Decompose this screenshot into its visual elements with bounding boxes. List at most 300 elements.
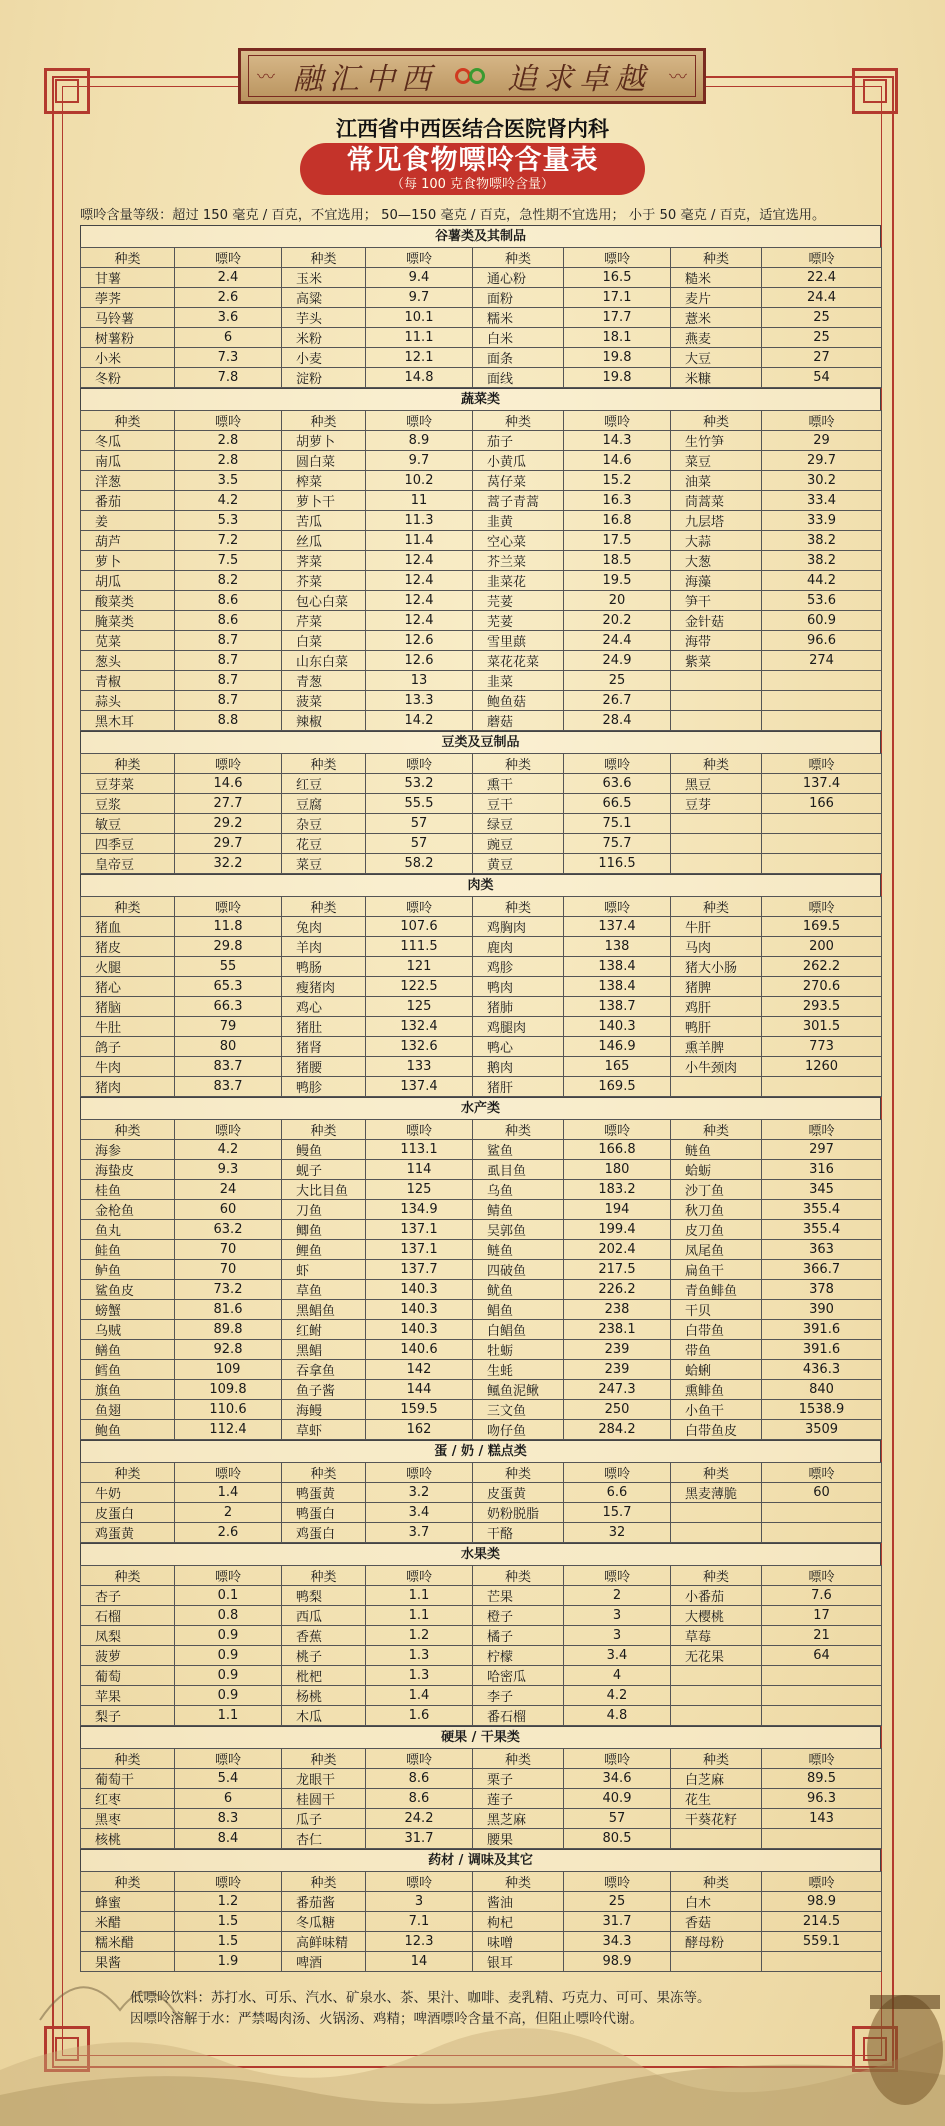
purine-value-cell: 8.7 xyxy=(175,631,282,651)
purine-value-cell: 3.7 xyxy=(366,1523,473,1543)
purine-value-cell xyxy=(762,834,882,854)
header-food-type: 种类 xyxy=(671,1463,762,1483)
purine-value-cell: 60.9 xyxy=(762,611,882,631)
food-name-cell: 生竹笋 xyxy=(671,431,762,451)
table-row xyxy=(81,1057,882,1077)
food-name-cell: 猪肉 xyxy=(81,1077,175,1097)
table-row xyxy=(81,431,882,451)
purine-value-cell: 63.6 xyxy=(564,774,671,794)
header-purine: 嘌呤 xyxy=(366,411,473,431)
food-name-cell: 西瓜 xyxy=(282,1606,366,1626)
section-title: 药材 / 调味及其它 xyxy=(80,1849,881,1871)
purine-value-cell: 4.2 xyxy=(564,1686,671,1706)
food-name-cell: 白带鱼皮 xyxy=(671,1420,762,1440)
purine-value-cell: 12.6 xyxy=(366,631,473,651)
purine-value-cell: 7.2 xyxy=(175,531,282,551)
food-name-cell: 海鳗 xyxy=(282,1400,366,1420)
purine-value-cell: 238 xyxy=(564,1300,671,1320)
food-name-cell: 豆腐 xyxy=(282,794,366,814)
header-purine: 嘌呤 xyxy=(175,1749,282,1769)
header-purine: 嘌呤 xyxy=(175,897,282,917)
food-name-cell: 苦瓜 xyxy=(282,511,366,531)
purine-value-cell: 25 xyxy=(762,328,882,348)
food-name-cell: 冬粉 xyxy=(81,368,175,388)
food-name-cell: 洋葱 xyxy=(81,471,175,491)
purine-value-cell: 25 xyxy=(564,671,671,691)
header-purine: 嘌呤 xyxy=(366,1872,473,1892)
table-row xyxy=(81,1220,882,1240)
purine-value-cell: 390 xyxy=(762,1300,882,1320)
purine-value-cell: 57 xyxy=(366,814,473,834)
food-name-cell: 四季豆 xyxy=(81,834,175,854)
purine-value-cell: 316 xyxy=(762,1160,882,1180)
purine-value-cell: 3.5 xyxy=(175,471,282,491)
purine-value-cell: 79 xyxy=(175,1017,282,1037)
food-name-cell: 淀粉 xyxy=(282,368,366,388)
header-purine: 嘌呤 xyxy=(564,1120,671,1140)
table-row xyxy=(81,328,882,348)
purine-value-cell: 8.6 xyxy=(366,1769,473,1789)
food-name-cell: 蘑菇 xyxy=(473,711,564,731)
purine-value-cell: 25 xyxy=(762,308,882,328)
purine-value-cell: 6 xyxy=(175,1789,282,1809)
food-name-cell: 瓜子 xyxy=(282,1809,366,1829)
food-name-cell: 鸭心 xyxy=(473,1037,564,1057)
food-name-cell: 鳕鱼 xyxy=(81,1360,175,1380)
food-name-cell xyxy=(671,1686,762,1706)
purine-value-cell: 30.2 xyxy=(762,471,882,491)
purine-value-cell: 8.3 xyxy=(175,1809,282,1829)
header-food-type: 种类 xyxy=(81,1566,175,1586)
header-purine: 嘌呤 xyxy=(175,1872,282,1892)
purine-value-cell: 1538.9 xyxy=(762,1400,882,1420)
purine-value-cell: 0.9 xyxy=(175,1626,282,1646)
food-name-cell: 橘子 xyxy=(473,1626,564,1646)
food-name-cell: 鳝鱼 xyxy=(81,1340,175,1360)
food-name-cell: 吞拿鱼 xyxy=(282,1360,366,1380)
purine-value-cell: 2 xyxy=(564,1586,671,1606)
table-header-row xyxy=(81,411,882,431)
food-name-cell: 鸭蛋黄 xyxy=(282,1483,366,1503)
food-name-cell: 菠菜 xyxy=(282,691,366,711)
food-name-cell: 花豆 xyxy=(282,834,366,854)
purine-value-cell: 3.4 xyxy=(564,1646,671,1666)
swirl-ornament-icon: 〰 xyxy=(669,67,687,88)
food-name-cell: 大樱桃 xyxy=(671,1606,762,1626)
table-row xyxy=(81,977,882,997)
purine-value-cell: 8.7 xyxy=(175,691,282,711)
header-food-type: 种类 xyxy=(282,1749,366,1769)
purine-value-cell: 65.3 xyxy=(175,977,282,997)
food-name-cell: 牛肝 xyxy=(671,917,762,937)
food-name-cell: 胡萝卜 xyxy=(282,431,366,451)
food-name-cell: 凤梨 xyxy=(81,1626,175,1646)
food-name-cell: 花生 xyxy=(671,1789,762,1809)
purine-value-cell: 32.2 xyxy=(175,854,282,874)
purine-value-cell: 200 xyxy=(762,937,882,957)
table-row xyxy=(81,651,882,671)
purine-value-cell: 29.7 xyxy=(175,834,282,854)
section-table xyxy=(80,753,882,874)
purine-value-cell: 138.7 xyxy=(564,997,671,1017)
food-name-cell: 芥菜 xyxy=(282,571,366,591)
page-subtitle: （每 100 克食物嘌呤含量） xyxy=(390,177,555,192)
food-name-cell: 糯米 xyxy=(473,308,564,328)
table-row xyxy=(81,611,882,631)
food-name-cell: 高粱 xyxy=(282,288,366,308)
purine-value-cell: 7.6 xyxy=(762,1586,882,1606)
purine-value-cell: 122.5 xyxy=(366,977,473,997)
department-name: 江西省中西医结合医院肾内科 xyxy=(336,117,609,141)
food-name-cell: 桂圆干 xyxy=(282,1789,366,1809)
purine-value-cell: 121 xyxy=(366,957,473,977)
food-name-cell: 芫荽 xyxy=(473,591,564,611)
food-name-cell: 九层塔 xyxy=(671,511,762,531)
purine-value-cell xyxy=(762,711,882,731)
food-name-cell: 金枪鱼 xyxy=(81,1200,175,1220)
food-name-cell: 鱼丸 xyxy=(81,1220,175,1240)
food-name-cell: 葡萄干 xyxy=(81,1769,175,1789)
purine-value-cell: 3 xyxy=(564,1626,671,1646)
food-name-cell: 鲫鱼 xyxy=(282,1220,366,1240)
food-name-cell: 干葵花籽 xyxy=(671,1809,762,1829)
purine-value-cell: 239 xyxy=(564,1360,671,1380)
food-name-cell: 腰果 xyxy=(473,1829,564,1849)
purine-value-cell: 53.6 xyxy=(762,591,882,611)
purine-value-cell: 162 xyxy=(366,1420,473,1440)
food-name-cell: 香菇 xyxy=(671,1912,762,1932)
food-name-cell: 大蒜 xyxy=(671,531,762,551)
food-name-cell: 梨子 xyxy=(81,1706,175,1726)
purine-value-cell: 11.3 xyxy=(366,511,473,531)
food-name-cell: 虾 xyxy=(282,1260,366,1280)
purine-value-cell: 202.4 xyxy=(564,1240,671,1260)
table-row xyxy=(81,1483,882,1503)
food-name-cell: 白木 xyxy=(671,1892,762,1912)
header-food-type: 种类 xyxy=(473,754,564,774)
purine-value-cell: 25 xyxy=(564,1892,671,1912)
header-food-type: 种类 xyxy=(473,897,564,917)
purine-value-cell: 15.2 xyxy=(564,471,671,491)
table-row xyxy=(81,1017,882,1037)
purine-value-cell: 92.8 xyxy=(175,1340,282,1360)
food-name-cell: 通心粉 xyxy=(473,268,564,288)
food-name-cell: 木瓜 xyxy=(282,1706,366,1726)
purine-level-legend: 嘌呤含量等级：超过 150 毫克 / 百克，不宜选用； 50—150 毫克 / 百克，急性期不宜选用； 小于 50 毫克 / 百克，适宜选用。 xyxy=(80,208,826,223)
food-name-cell: 酵母粉 xyxy=(671,1932,762,1952)
section-table xyxy=(80,1748,882,1849)
purine-value-cell: 8.4 xyxy=(175,1829,282,1849)
purine-value-cell: 7.3 xyxy=(175,348,282,368)
food-name-cell: 猪腰 xyxy=(282,1057,366,1077)
table-row xyxy=(81,451,882,471)
food-name-cell: 冬瓜糖 xyxy=(282,1912,366,1932)
purine-value-cell: 29.8 xyxy=(175,937,282,957)
food-name-cell: 大豆 xyxy=(671,348,762,368)
food-name-cell: 刀鱼 xyxy=(282,1200,366,1220)
food-name-cell: 干贝 xyxy=(671,1300,762,1320)
purine-value-cell: 247.3 xyxy=(564,1380,671,1400)
header-purine: 嘌呤 xyxy=(366,1566,473,1586)
food-name-cell: 鲈鱼 xyxy=(81,1260,175,1280)
header-purine: 嘌呤 xyxy=(762,1463,882,1483)
note-soup-warning: 因嘌呤溶解于水：严禁喝肉汤、火锅汤、鸡精；啤酒嘌呤含量不高，但阻止嘌呤代谢。 xyxy=(130,2011,643,2027)
purine-value-cell: 17 xyxy=(762,1606,882,1626)
purine-value-cell: 4.8 xyxy=(564,1706,671,1726)
food-name-cell: 面线 xyxy=(473,368,564,388)
purine-value-cell: 98.9 xyxy=(564,1952,671,1972)
food-name-cell: 豌豆 xyxy=(473,834,564,854)
purine-value-cell: 3.6 xyxy=(175,308,282,328)
header-purine: 嘌呤 xyxy=(366,1120,473,1140)
food-name-cell xyxy=(671,691,762,711)
food-name-cell: 马铃薯 xyxy=(81,308,175,328)
section-title: 硬果 / 干果类 xyxy=(80,1726,881,1748)
food-name-cell: 鳗鱼 xyxy=(282,1140,366,1160)
purine-value-cell: 7.5 xyxy=(175,551,282,571)
purine-value-cell: 16.3 xyxy=(564,491,671,511)
purine-value-cell: 165 xyxy=(564,1057,671,1077)
table-row xyxy=(81,671,882,691)
table-row xyxy=(81,268,882,288)
food-name-cell: 香蕉 xyxy=(282,1626,366,1646)
food-name-cell: 葱头 xyxy=(81,651,175,671)
purine-value-cell: 0.8 xyxy=(175,1606,282,1626)
table-row xyxy=(81,1280,882,1300)
purine-value-cell: 4.2 xyxy=(175,491,282,511)
purine-value-cell: 24.4 xyxy=(762,288,882,308)
table-row xyxy=(81,937,882,957)
table-header-row xyxy=(81,1120,882,1140)
header-purine: 嘌呤 xyxy=(564,1872,671,1892)
purine-value-cell: 27 xyxy=(762,348,882,368)
header-food-type: 种类 xyxy=(671,897,762,917)
food-name-cell: 鸡蛋黄 xyxy=(81,1523,175,1543)
purine-value-cell: 16.8 xyxy=(564,511,671,531)
purine-value-cell: 19.8 xyxy=(564,348,671,368)
food-name-cell: 橙子 xyxy=(473,1606,564,1626)
food-name-cell: 白带鱼 xyxy=(671,1320,762,1340)
purine-value-cell: 134.9 xyxy=(366,1200,473,1220)
purine-value-cell: 75.7 xyxy=(564,834,671,854)
purine-value-cell: 378 xyxy=(762,1280,882,1300)
header-food-type: 种类 xyxy=(81,1749,175,1769)
food-name-cell: 银耳 xyxy=(473,1952,564,1972)
purine-value-cell: 64 xyxy=(762,1646,882,1666)
food-name-cell: 皮刀鱼 xyxy=(671,1220,762,1240)
food-name-cell: 小黄瓜 xyxy=(473,451,564,471)
food-name-cell: 麦片 xyxy=(671,288,762,308)
food-name-cell: 枸杞 xyxy=(473,1912,564,1932)
purine-value-cell: 12.4 xyxy=(366,591,473,611)
food-name-cell: 黑枣 xyxy=(81,1809,175,1829)
food-name-cell: 酱油 xyxy=(473,1892,564,1912)
purine-value-cell: 14.3 xyxy=(564,431,671,451)
purine-value-cell: 34.3 xyxy=(564,1932,671,1952)
purine-value-cell: 1.4 xyxy=(366,1686,473,1706)
food-name-cell xyxy=(671,814,762,834)
purine-value-cell: 98.9 xyxy=(762,1892,882,1912)
swirl-ornament-icon: 〰 xyxy=(257,67,275,88)
purine-value-cell: 17.1 xyxy=(564,288,671,308)
food-name-cell: 牛奶 xyxy=(81,1483,175,1503)
food-name-cell: 牡蛎 xyxy=(473,1340,564,1360)
food-name-cell: 桂鱼 xyxy=(81,1180,175,1200)
purine-value-cell: 2.8 xyxy=(175,431,282,451)
section-table xyxy=(80,247,882,388)
purine-table xyxy=(80,225,881,1972)
purine-value-cell: 1.5 xyxy=(175,1912,282,1932)
purine-value-cell xyxy=(762,691,882,711)
section-table xyxy=(80,896,882,1097)
purine-value-cell: 137.4 xyxy=(564,917,671,937)
table-row xyxy=(81,1626,882,1646)
food-name-cell: 鸽子 xyxy=(81,1037,175,1057)
header-purine: 嘌呤 xyxy=(564,1463,671,1483)
section-title: 水产类 xyxy=(80,1097,881,1119)
header-purine: 嘌呤 xyxy=(366,1749,473,1769)
purine-value-cell: 8.6 xyxy=(366,1789,473,1809)
food-name-cell xyxy=(671,1829,762,1849)
food-name-cell: 敏豆 xyxy=(81,814,175,834)
section-table xyxy=(80,410,882,731)
table-row xyxy=(81,1420,882,1440)
purine-value-cell: 110.6 xyxy=(175,1400,282,1420)
table-row xyxy=(81,1769,882,1789)
purine-value-cell: 8.7 xyxy=(175,671,282,691)
table-row xyxy=(81,1606,882,1626)
purine-value-cell: 66.5 xyxy=(564,794,671,814)
purine-value-cell: 12.6 xyxy=(366,651,473,671)
table-row xyxy=(81,1200,882,1220)
food-name-cell: 榨菜 xyxy=(282,471,366,491)
header-purine: 嘌呤 xyxy=(175,754,282,774)
section-title: 蛋 / 奶 / 糕点类 xyxy=(80,1440,881,1462)
purine-value-cell: 11.4 xyxy=(366,531,473,551)
purine-value-cell: 217.5 xyxy=(564,1260,671,1280)
purine-value-cell: 20 xyxy=(564,591,671,611)
purine-value-cell xyxy=(762,1523,882,1543)
purine-value-cell: 13.3 xyxy=(366,691,473,711)
purine-value-cell: 28.4 xyxy=(564,711,671,731)
food-name-cell: 豆芽 xyxy=(671,794,762,814)
table-row xyxy=(81,1503,882,1523)
purine-value-cell: 60 xyxy=(762,1483,882,1503)
table-header-row xyxy=(81,248,882,268)
food-name-cell: 菠萝 xyxy=(81,1646,175,1666)
food-name-cell: 牛肚 xyxy=(81,1017,175,1037)
purine-value-cell: 138.4 xyxy=(564,957,671,977)
purine-value-cell xyxy=(762,1706,882,1726)
food-name-cell: 鲢鱼 xyxy=(473,1240,564,1260)
food-name-cell: 皇帝豆 xyxy=(81,854,175,874)
header-purine: 嘌呤 xyxy=(175,411,282,431)
food-name-cell: 包心白菜 xyxy=(282,591,366,611)
food-name-cell: 山东白菜 xyxy=(282,651,366,671)
food-name-cell xyxy=(671,1503,762,1523)
table-row xyxy=(81,1646,882,1666)
purine-value-cell: 142 xyxy=(366,1360,473,1380)
food-name-cell: 鸡腿肉 xyxy=(473,1017,564,1037)
food-name-cell: 鲳鱼 xyxy=(473,1300,564,1320)
purine-value-cell: 355.4 xyxy=(762,1220,882,1240)
purine-value-cell: 0.9 xyxy=(175,1686,282,1706)
food-name-cell xyxy=(671,1666,762,1686)
purine-value-cell: 24.2 xyxy=(366,1809,473,1829)
food-name-cell: 小麦 xyxy=(282,348,366,368)
purine-value-cell: 66.3 xyxy=(175,997,282,1017)
food-name-cell: 荠菜 xyxy=(282,551,366,571)
table-header-row xyxy=(81,1749,882,1769)
purine-value-cell: 11 xyxy=(366,491,473,511)
purine-value-cell: 270.6 xyxy=(762,977,882,997)
header-purine: 嘌呤 xyxy=(564,411,671,431)
food-name-cell: 枇杷 xyxy=(282,1666,366,1686)
food-name-cell: 鲢鱼 xyxy=(671,1140,762,1160)
purine-value-cell: 33.9 xyxy=(762,511,882,531)
food-name-cell: 海带 xyxy=(671,631,762,651)
header-food-type: 种类 xyxy=(671,1749,762,1769)
food-name-cell: 鲨鱼 xyxy=(473,1140,564,1160)
food-name-cell: 鸭肝 xyxy=(671,1017,762,1037)
food-name-cell: 黑鲳鱼 xyxy=(282,1300,366,1320)
purine-value-cell: 57 xyxy=(564,1809,671,1829)
food-name-cell: 鹅肉 xyxy=(473,1057,564,1077)
food-name-cell: 树薯粉 xyxy=(81,328,175,348)
purine-value-cell: 0.9 xyxy=(175,1646,282,1666)
food-name-cell: 番茄 xyxy=(81,491,175,511)
food-name-cell: 兔肉 xyxy=(282,917,366,937)
food-name-cell: 鸡胸肉 xyxy=(473,917,564,937)
purine-value-cell: 146.9 xyxy=(564,1037,671,1057)
food-name-cell: 四破鱼 xyxy=(473,1260,564,1280)
food-name-cell: 羊肉 xyxy=(282,937,366,957)
food-name-cell: 海藻 xyxy=(671,571,762,591)
table-row xyxy=(81,1586,882,1606)
food-name-cell: 番石榴 xyxy=(473,1706,564,1726)
food-name-cell: 熏干 xyxy=(473,774,564,794)
food-name-cell: 白米 xyxy=(473,328,564,348)
purine-value-cell: 140.3 xyxy=(366,1300,473,1320)
frame-corner-tr xyxy=(852,68,898,114)
food-name-cell: 番茄酱 xyxy=(282,1892,366,1912)
purine-value-cell: 116.5 xyxy=(564,854,671,874)
table-row xyxy=(81,1809,882,1829)
purine-value-cell: 6.6 xyxy=(564,1483,671,1503)
food-name-cell: 辣椒 xyxy=(282,711,366,731)
food-name-cell: 杏子 xyxy=(81,1586,175,1606)
table-row xyxy=(81,571,882,591)
food-name-cell: 茄子 xyxy=(473,431,564,451)
header-purine: 嘌呤 xyxy=(175,248,282,268)
food-name-cell: 冬瓜 xyxy=(81,431,175,451)
purine-value-cell: 194 xyxy=(564,1200,671,1220)
purine-value-cell: 355.4 xyxy=(762,1200,882,1220)
food-name-cell: 红枣 xyxy=(81,1789,175,1809)
header-purine: 嘌呤 xyxy=(366,897,473,917)
food-name-cell: 燕麦 xyxy=(671,328,762,348)
food-name-cell: 菜豆 xyxy=(671,451,762,471)
header-purine: 嘌呤 xyxy=(366,248,473,268)
food-name-cell: 熏鲱鱼 xyxy=(671,1380,762,1400)
food-name-cell: 柠檬 xyxy=(473,1646,564,1666)
purine-value-cell: 3 xyxy=(564,1606,671,1626)
purine-value-cell: 214.5 xyxy=(762,1912,882,1932)
header-food-type: 种类 xyxy=(671,1120,762,1140)
header-food-type: 种类 xyxy=(81,1120,175,1140)
food-name-cell: 胡瓜 xyxy=(81,571,175,591)
food-name-cell: 荸荠 xyxy=(81,288,175,308)
